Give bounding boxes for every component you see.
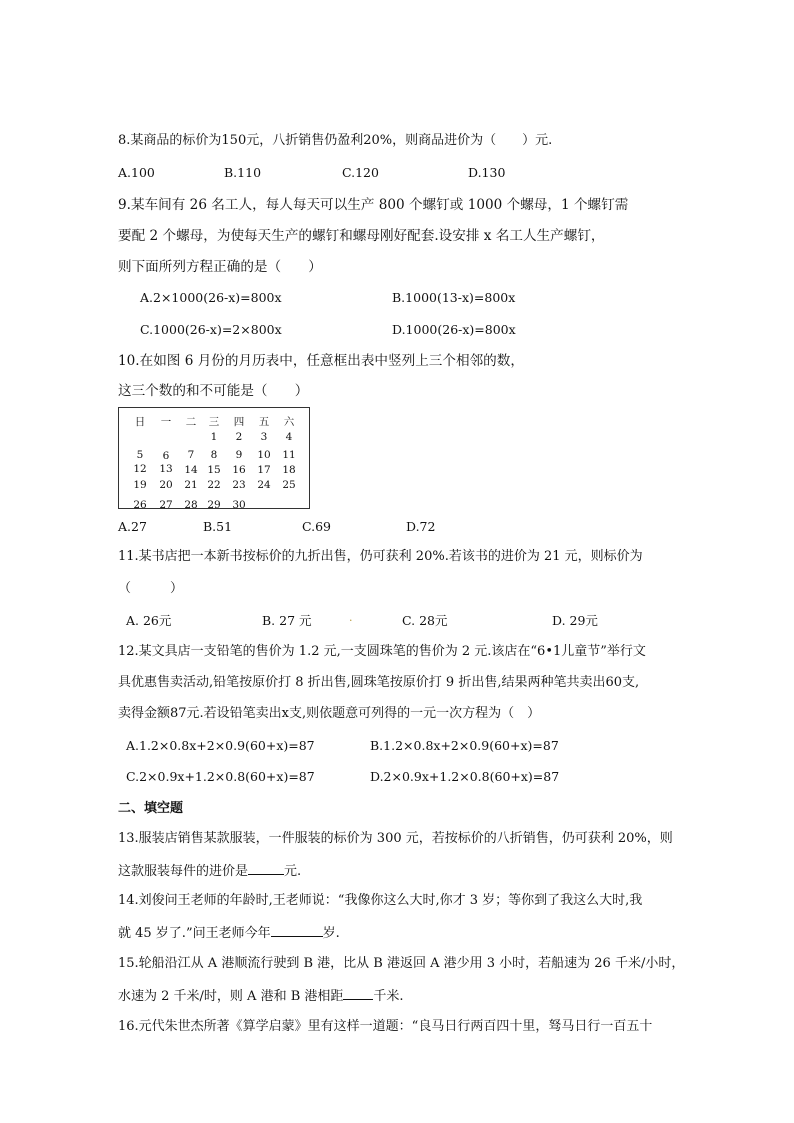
question-8-stem: 8.某商品的标价为150元，八折销售仍盈利20%，则商品进价为（ ）元. (118, 133, 553, 148)
calendar-day-cell: 20 (159, 479, 173, 491)
calendar-day-cell: 17 (257, 464, 271, 476)
q11-option-c: C. 28元 (402, 613, 448, 628)
q15-text-after-blank: 千米. (373, 989, 404, 1004)
calendar-day-cell: 12 (133, 463, 147, 475)
calendar-day-cell: 4 (285, 431, 293, 443)
q12-option-b: B.1.2×0.8x+2×0.9(60+x)=87 (370, 738, 559, 753)
q15-answer-blank (343, 985, 373, 1000)
calendar-day-cell: 1 (210, 431, 218, 443)
calendar-day-cell: 27 (159, 499, 173, 511)
q14-text-before-blank: 就 45 岁了.”问王老师今年 (118, 926, 271, 941)
calendar-day-cell: 26 (133, 499, 147, 511)
calendar-day-cell: 15 (207, 464, 221, 476)
calendar-day-cell: 9 (235, 449, 243, 461)
stray-dot: . (349, 611, 353, 624)
question-15-line1: 15.轮船沿江从 A 港顺流行驶到 B 港，比从 B 港返回 A 港少用 3 小时，若船速为 26 千米/小时， (118, 956, 685, 971)
calendar-day-cell: 10 (257, 449, 271, 461)
calendar-day-cell: 22 (207, 479, 221, 491)
calendar-day-cell: 7 (187, 449, 195, 461)
calendar-day-cell: 18 (282, 464, 296, 476)
question-14-line1: 14.刘俊问王老师的年龄时,王老师说：“我像你这么大时,你才 3 岁；等你到了我这么大时,我 (118, 893, 643, 908)
question-12-stem-line2: 具优惠售卖活动,铅笔按原价打 8 折出售,圆珠笔按原价打 9 折出售,结果两种笔共卖出60支, (118, 675, 640, 690)
calendar-day-cell: 23 (232, 479, 246, 491)
june-calendar-table (118, 407, 310, 509)
calendar-weekday-header: 一 (160, 416, 172, 428)
calendar-day-cell: 30 (232, 499, 246, 511)
question-13-line1: 13.服装店销售某款服装，一件服装的标价为 300 元，若按标价的八折销售，仍可获利 20%，则 (118, 831, 673, 846)
calendar-weekday-header: 六 (283, 416, 295, 428)
question-15-line2 (118, 985, 404, 1007)
q8-option-c: C.120 (342, 165, 379, 180)
question-16-line1: 16.元代朱世杰所著《算学启蒙》里有这样一道题：“良马日行两百四十里，驽马日行一百五十 (118, 1019, 653, 1034)
q8-option-a: A.100 (118, 165, 155, 180)
q9-option-d: D.1000(26-x)=800x (392, 322, 516, 337)
q13-text-before-blank: 这款服装每件的进价是 (118, 864, 249, 879)
calendar-day-cell: 5 (136, 449, 144, 461)
calendar-weekday-header: 日 (134, 416, 146, 428)
q8-option-d: D.130 (468, 165, 506, 180)
q11-option-a: A. 26元 (126, 613, 172, 628)
calendar-day-cell: 21 (184, 479, 198, 491)
calendar-day-cell: 2 (235, 431, 243, 443)
q8-option-b: B.110 (224, 165, 262, 180)
q11-option-d: D. 29元 (552, 613, 598, 628)
q12-option-a: A.1.2×0.8x+2×0.9(60+x)=87 (126, 738, 315, 753)
calendar-day-cell: 14 (184, 464, 198, 476)
question-9-stem-line3: 则下面所列方程正确的是（ ） (118, 259, 322, 275)
q14-answer-blank (271, 922, 323, 937)
q11-option-b: B. 27 元 (262, 613, 312, 628)
calendar-day-cell: 24 (257, 479, 271, 491)
q10-option-a: A.27 (118, 519, 147, 534)
question-10-stem-line1: 10.在如图 6 月份的月历表中，任意框出表中竖列上三个相邻的数， (118, 353, 524, 369)
q9-option-c: C.1000(26-x)=2×800x (140, 322, 282, 337)
q13-text-after-blank: 元. (284, 864, 302, 879)
calendar-day-cell: 8 (210, 449, 218, 461)
question-12-stem-line1: 12.某文具店一支铅笔的售价为 1.2 元,一支圆珠笔的售价为 2 元.该店在“6•1儿童节”举行文 (118, 644, 646, 659)
q9-option-a: A.2×1000(26-x)=800x (140, 290, 282, 305)
calendar-weekday-header: 二 (185, 416, 197, 428)
question-9-stem-line1: 9.某车间有 26 名工人，每人每天可以生产 800 个螺钉或 1000 个螺母，1 个螺钉需 (118, 197, 629, 213)
q9-option-b: B.1000(13-x)=800x (392, 290, 516, 305)
calendar-weekday-header: 四 (233, 416, 245, 428)
q15-text-before-blank: 水速为 2 千米/时，则 A 港和 B 港相距 (118, 989, 344, 1004)
calendar-day-cell: 19 (133, 479, 147, 491)
q10-option-c: C.69 (302, 519, 331, 534)
question-12-stem-line3: 卖得金额87元.若设铅笔卖出x支,则依题意可列得的一元一次方程为（ ） (118, 706, 541, 721)
q10-option-b: B.51 (203, 519, 233, 534)
question-11-stem-line2: （ ） (118, 581, 184, 596)
calendar-weekday-header: 五 (258, 416, 270, 428)
calendar-day-cell: 13 (159, 463, 173, 475)
q12-option-c: C.2×0.9x+1.2×0.8(60+x)=87 (126, 769, 315, 784)
question-14-line2 (118, 922, 340, 944)
calendar-day-cell: 11 (282, 449, 296, 461)
calendar-day-cell: 28 (184, 499, 198, 511)
calendar-day-cell: 6 (162, 450, 170, 462)
q14-text-after-blank: 岁. (322, 926, 340, 941)
section-heading-fill-in: 二、填空题 (118, 801, 184, 816)
question-10-stem-line2: 这三个数的和不可能是（ ） (118, 383, 309, 399)
question-11-stem-line1: 11.某书店把一本新书按标价的九折出售，仍可获利 20%.若该书的进价为 21 元，则标价为 (118, 549, 643, 564)
calendar-day-cell: 16 (232, 464, 246, 476)
calendar-day-cell: 25 (282, 479, 296, 491)
calendar-day-cell: 3 (260, 431, 268, 443)
q12-option-d: D.2×0.9x+1.2×0.8(60+x)=87 (370, 769, 560, 784)
question-13-line2 (118, 860, 301, 882)
q13-answer-blank (248, 860, 284, 875)
calendar-day-cell: 29 (207, 499, 221, 511)
question-9-stem-line2: 要配 2 个螺母，为使每天生产的螺钉和螺母刚好配套.设安排 x 名工人生产螺钉， (118, 228, 605, 244)
calendar-weekday-header: 三 (208, 416, 220, 428)
q10-option-d: D.72 (406, 519, 436, 534)
